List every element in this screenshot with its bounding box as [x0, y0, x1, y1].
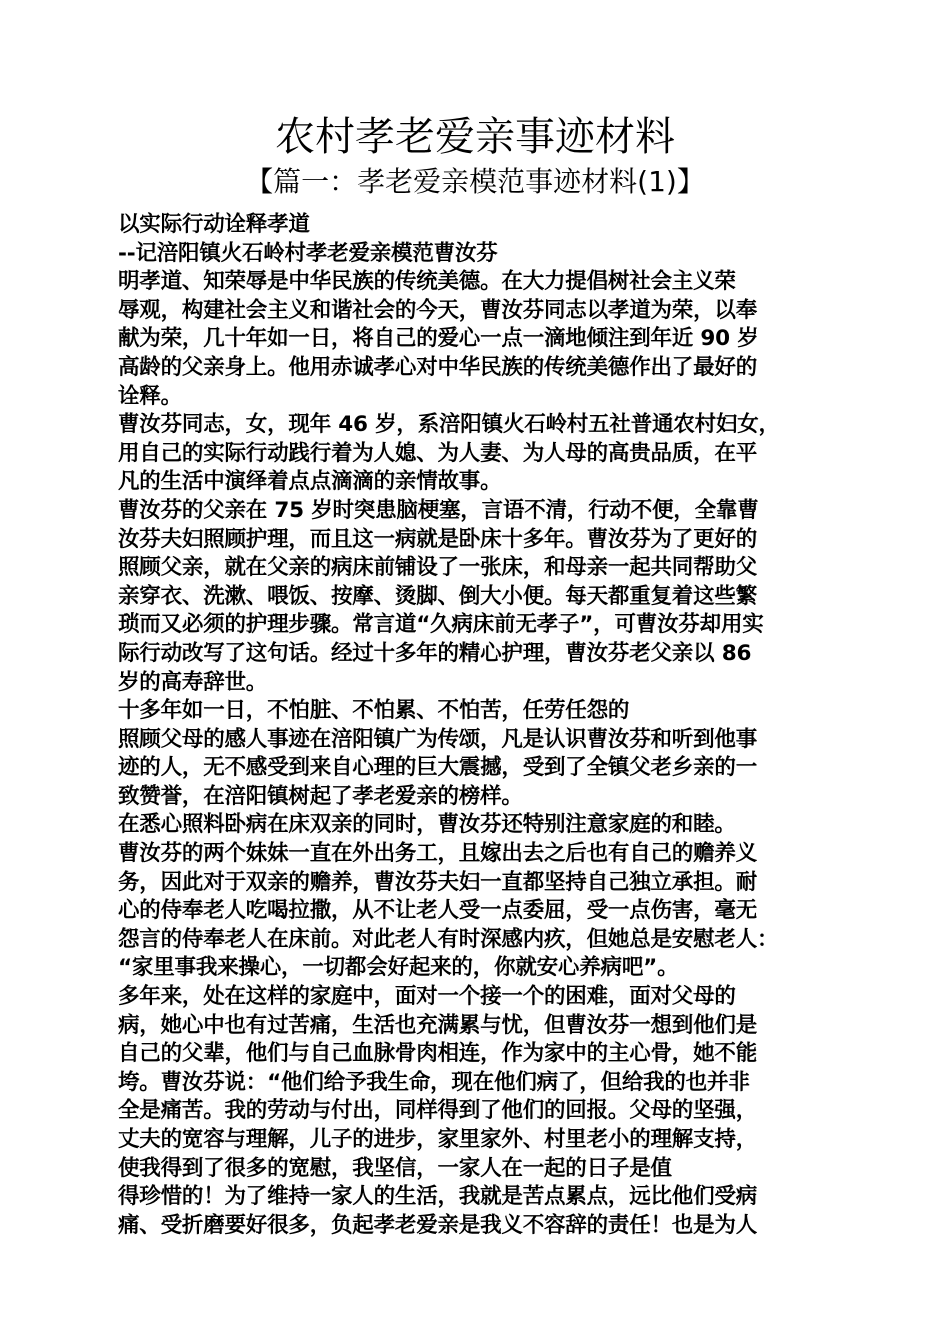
text-line: 病，她心中也有过苦痛，生活也充满累与忧，但曹汝芬一想到他们是	[118, 1012, 758, 1038]
text-line: 迹的人，无不感受到来自心理的巨大震撼，受到了全镇父老乡亲的一	[118, 755, 758, 781]
text-line: 多年来，处在这样的家庭中，面对一个接一个的困难，面对父母的	[118, 984, 736, 1010]
text-line: 自己的父辈，他们与自己血脉骨肉相连，作为家中的主心骨，她不能	[118, 1041, 758, 1067]
text-line: 心的侍奉老人吃喝拉撒，从不让老人受一点委屈，受一点伤害，毫无	[118, 898, 758, 924]
text-line: 高龄的父亲身上。他用赤诚孝心对中华民族的传统美德作出了最好的	[118, 354, 758, 380]
text-line: 际行动改写了这句话。经过十多年的精心护理，曹汝芬老父亲以 86	[118, 640, 752, 666]
text-line: 垮。曹汝芬说：“他们给予我生命，现在他们病了，但给我的也并非	[118, 1069, 750, 1095]
text-line: 照顾父母的感人事迹在涪阳镇广为传颂，凡是认识曹汝芬和听到他事	[118, 726, 758, 752]
document-subtitle: 【篇一：孝老爱亲模范事迹材料(1)】	[245, 165, 705, 198]
text-line: 辱观，构建社会主义和谐社会的今天，曹汝芬同志以孝道为荣，以奉	[118, 297, 758, 323]
text-line: 曹汝芬同志，女，现年 46 岁，系涪阳镇火石岭村五社普通农村妇女，	[118, 412, 780, 438]
text-line: 丈夫的宽容与理解，儿子的进步，家里家外、村里老小的理解支持，	[118, 1127, 758, 1152]
text-line: 使我得到了很多的宽慰，我坚信，一家人在一起的日子是值	[118, 1155, 672, 1181]
text-line: 致赞誉，在涪阳镇树起了孝老爱亲的榜样。	[118, 783, 523, 809]
text-line: 凡的生活中演绎着点点滴滴的亲情故事。	[118, 469, 502, 495]
text-line: 汝芬夫妇照顾护理，而且这一病就是卧床十多年。曹汝芬为了更好的	[118, 526, 758, 552]
text-line: 诠释。	[118, 383, 182, 409]
text-line: 务，因此对于双亲的赡养，曹汝芬夫妇一直都坚持自己独立承担。耐	[118, 869, 758, 895]
text-line: 岁的高寿辞世。	[118, 669, 268, 695]
text-line: 曹汝芬的父亲在 75 岁时突患脑梗塞，言语不清，行动不便，全靠曹	[118, 497, 759, 523]
text-line: 献为荣，几十年如一日，将自己的爱心一点一滴地倾注到年近 90 岁	[118, 326, 759, 352]
text-line: 明孝道、知荣辱是中华民族的传统美德。在大力提倡树社会主义荣	[118, 269, 736, 295]
text-line: 全是痛苦。我的劳动与付出，同样得到了他们的回报。父母的坚强，	[118, 1098, 758, 1124]
text-line: “家里事我来操心，一切都会好起来的，你就安心养病吧”。	[118, 955, 679, 981]
text-line: --记涪阳镇火石岭村孝老爱亲模范曹汝芬	[118, 240, 498, 266]
text-line: 得珍惜的！为了维持一家人的生活，我就是苦点累点，远比他们受病	[118, 1184, 758, 1210]
document-title: 农村孝老爱亲事迹材料	[275, 114, 675, 160]
text-line: 照顾父亲，就在父亲的病床前铺设了一张床，和母亲一起共同帮助父	[118, 555, 758, 581]
text-line: 怨言的侍奉老人在床前。对此老人有时深感内疚，但她总是安慰老人：	[118, 926, 779, 952]
text-line: 痛、受折磨要好很多，负起孝老爱亲是我义不容辞的责任！也是为人	[118, 1212, 758, 1238]
text-line: 用自己的实际行动践行着为人媳、为人妻、为人母的高贵品质，在平	[118, 440, 758, 466]
text-line: 亲穿衣、洗漱、喂饭、按摩、烫脚、倒大小便。每天都重复着这些繁	[118, 583, 758, 609]
text-line: 曹汝芬的两个妹妹一直在外出务工，且嫁出去之后也有自己的赡养义	[118, 841, 758, 867]
text-line: 在悉心照料卧病在床双亲的同时，曹汝芬还特别注意家庭的和睦。	[118, 812, 736, 838]
text-line: 以实际行动诠释孝道	[118, 212, 310, 237]
text-line: 十多年如一日，不怕脏、不怕累、不怕苦，任劳任怨的	[118, 698, 630, 724]
document-body	[118, 211, 846, 1240]
text-line: 琐而又必须的护理步骤。常言道“久病床前无孝子”，可曹汝芬却用实	[118, 612, 764, 638]
